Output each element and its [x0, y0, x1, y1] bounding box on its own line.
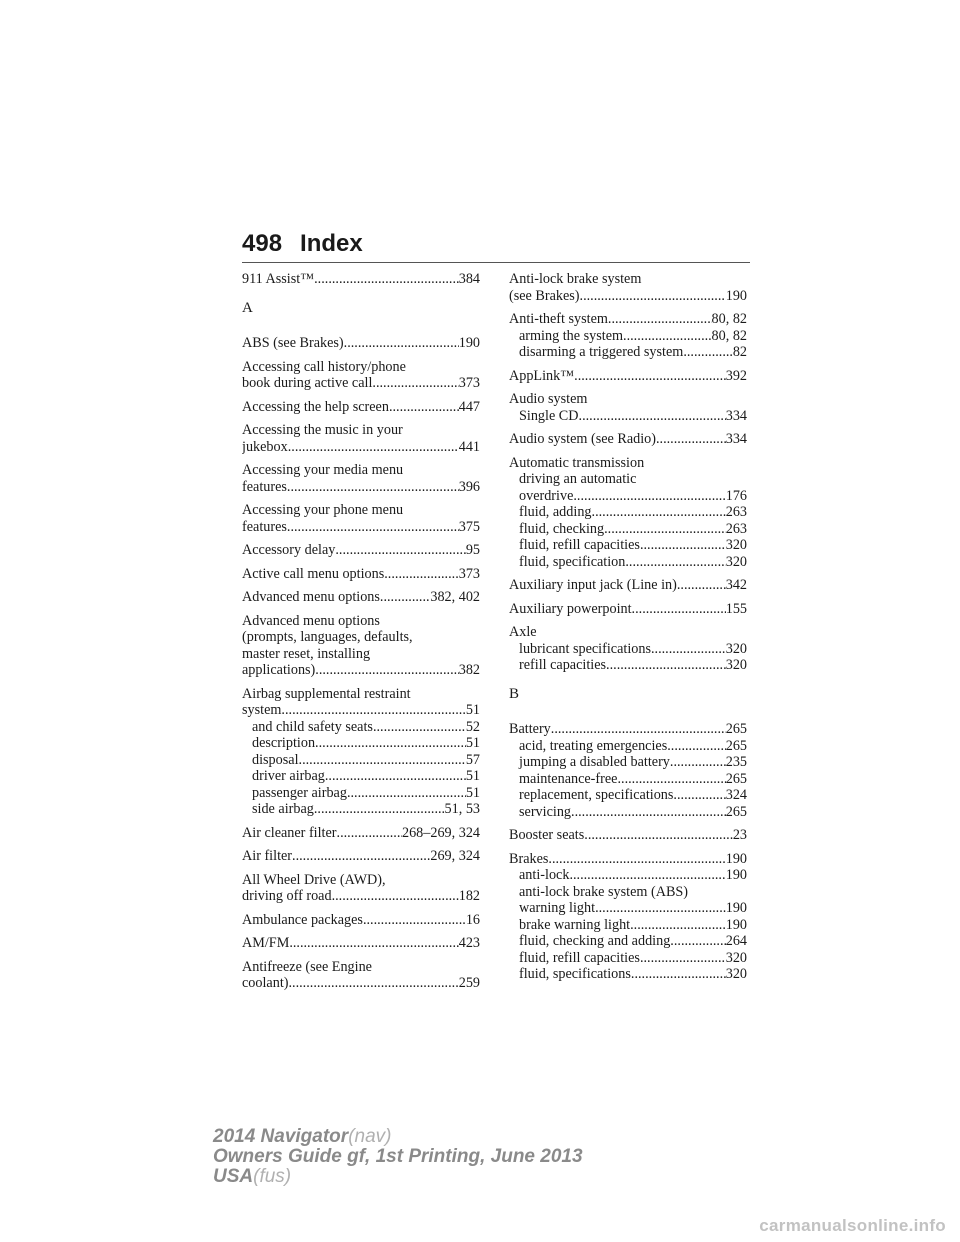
- dot-leader: [632, 601, 726, 618]
- index-term: replacement, specifications: [519, 787, 674, 803]
- footer-model-code: (nav): [348, 1126, 392, 1147]
- index-subentry: [242, 735, 480, 752]
- index-page-ref: 373: [458, 375, 480, 391]
- index-term: description: [252, 735, 316, 751]
- index-page-ref: 265: [725, 737, 747, 754]
- index-term: features: [242, 518, 287, 535]
- dot-leader: [315, 735, 466, 752]
- index-term: Air cleaner filter: [242, 824, 337, 841]
- index-term: Air filter: [242, 848, 293, 864]
- index-page-ref: 320: [725, 537, 747, 553]
- index-subentry: [509, 950, 747, 967]
- footer: [213, 1127, 583, 1187]
- index-entry-line: [242, 335, 480, 352]
- dot-leader: [548, 851, 725, 868]
- index-entry-line: [242, 646, 480, 663]
- dot-leader: [677, 577, 726, 594]
- index-term: Battery: [509, 721, 551, 737]
- index-term: Airbag supplemental restraint: [242, 685, 411, 702]
- index-term: Accessing the help screen: [242, 398, 389, 415]
- index-column-right: [509, 271, 747, 990]
- index-entry: [509, 431, 747, 448]
- index-page-ref: 259: [458, 975, 480, 991]
- index-entry-line: [242, 589, 480, 606]
- index-page-ref: 334: [725, 407, 747, 424]
- index-letter-heading: A: [242, 299, 253, 316]
- dot-leader: [332, 888, 459, 905]
- index-entry: [509, 577, 747, 594]
- index-term: and child safety seats: [252, 718, 373, 735]
- dot-leader: [335, 542, 465, 559]
- index-term: Active call menu options: [242, 565, 385, 582]
- dot-leader: [573, 488, 725, 505]
- index-term: disposal: [252, 751, 299, 768]
- index-entry-line: [242, 935, 480, 952]
- index-entry-line: [242, 629, 480, 646]
- index-term: refill capacities: [519, 657, 607, 673]
- index-entry-line: [242, 462, 480, 479]
- index-subentry: [509, 657, 747, 674]
- dot-leader: [608, 311, 712, 328]
- footer-guide: Owners Guide gf, 1st Printing, June 2013: [213, 1146, 583, 1167]
- index-page-ref: 441: [458, 438, 480, 455]
- index-term: fluid, checking: [519, 520, 605, 537]
- index-entry: [242, 912, 480, 929]
- index-entry: [242, 271, 480, 288]
- dot-leader: [670, 754, 726, 771]
- index-entry: [509, 624, 747, 674]
- index-entry-line: [509, 368, 747, 385]
- index-page-ref: 392: [725, 367, 747, 384]
- index-subentry: [509, 641, 747, 658]
- index-term: (see Brakes): [509, 287, 580, 304]
- dot-leader: [630, 917, 726, 934]
- index-entry: [242, 825, 480, 842]
- dot-leader: [617, 771, 725, 788]
- header-rule: [242, 262, 750, 263]
- index-subentry: [509, 787, 747, 804]
- index-entry: [509, 827, 747, 844]
- dot-leader: [347, 785, 466, 802]
- index-entry-line: [242, 375, 480, 392]
- index-term: AppLink™: [509, 367, 575, 384]
- index-page-ref: 80, 82: [711, 327, 747, 344]
- index-term: Accessing your phone menu: [242, 502, 404, 518]
- index-term: jukebox: [242, 438, 288, 455]
- index-entry: [509, 311, 747, 361]
- index-subentry: [509, 471, 747, 488]
- index-page-ref: 51, 53: [444, 801, 480, 817]
- dot-leader: [337, 825, 402, 842]
- index-entry-line: [242, 975, 480, 992]
- index-term: acid, treating emergencies: [519, 737, 668, 754]
- index-entry-line: [242, 613, 480, 630]
- index-term: All Wheel Drive (AWD),: [242, 871, 386, 888]
- index-page-ref: 190: [725, 916, 747, 933]
- dot-leader: [288, 975, 458, 992]
- index-subentry: [509, 933, 747, 950]
- index-entry: [242, 872, 480, 905]
- dot-leader: [373, 719, 466, 736]
- index-term: applications): [242, 662, 316, 678]
- index-term: ABS (see Brakes): [242, 335, 344, 351]
- index-term: disarming a triggered system: [519, 344, 684, 360]
- dot-leader: [580, 288, 726, 305]
- index-subentry: [509, 408, 747, 425]
- index-page-ref: 182: [458, 888, 480, 904]
- index-subentry: [509, 804, 747, 821]
- section-title: Index: [300, 230, 363, 257]
- dot-leader: [606, 657, 726, 674]
- index-term: fluid, refill capacities: [519, 949, 640, 966]
- index-term: jumping a disabled battery: [519, 754, 670, 770]
- index-column-left: [242, 271, 480, 999]
- index-entry-line: [509, 288, 747, 305]
- index-term: driving an automatic: [519, 471, 637, 487]
- index-page-ref: 176: [725, 487, 747, 504]
- dot-leader: [288, 439, 459, 456]
- index-subentry: [509, 554, 747, 571]
- index-term: fluid, specifications: [519, 966, 631, 982]
- index-page-ref: 320: [725, 949, 747, 966]
- index-entry-line: [509, 391, 747, 408]
- index-entry-line: [509, 271, 747, 288]
- index-entry-line: [509, 577, 747, 594]
- index-term: Anti-lock brake system: [509, 271, 642, 287]
- index-page-ref: 190: [458, 335, 480, 351]
- index-page-ref: 396: [458, 478, 480, 495]
- index-page-ref: 23: [732, 827, 747, 843]
- dot-leader: [551, 721, 726, 738]
- dot-leader: [314, 271, 459, 288]
- footer-region: USA: [213, 1166, 254, 1187]
- index-entry: [509, 601, 747, 618]
- index-term: driver airbag: [252, 768, 325, 784]
- dot-leader: [584, 827, 733, 844]
- index-term: Axle: [509, 624, 537, 640]
- index-letter-heading: B: [509, 685, 520, 702]
- index-entry: [242, 848, 480, 865]
- index-entry: [242, 686, 480, 818]
- dot-leader: [292, 848, 430, 865]
- index-subentry: [509, 504, 747, 521]
- index-term: Accessing your media menu: [242, 462, 404, 478]
- index-page-ref: 263: [725, 504, 747, 520]
- index-entry-line: [242, 912, 480, 929]
- index-term: side airbag: [252, 801, 314, 817]
- index-entry-line: [242, 848, 480, 865]
- index-entry-line: [509, 455, 747, 472]
- index-entry: [509, 721, 747, 820]
- dot-leader: [592, 504, 726, 521]
- index-entry-line: [242, 686, 480, 703]
- index-page-ref: 52: [465, 718, 480, 735]
- index-term: fluid, refill capacities: [519, 537, 640, 553]
- index-term: Auxiliary input jack (Line in): [509, 577, 677, 593]
- index-term: system: [242, 702, 282, 718]
- index-term: features: [242, 478, 287, 495]
- index-term: 911 Assist™: [242, 271, 315, 287]
- index-subentry: [509, 328, 747, 345]
- dot-leader: [344, 335, 459, 352]
- index-entry: [242, 566, 480, 583]
- index-page-ref: 342: [725, 577, 747, 593]
- index-term: Audio system: [509, 391, 588, 407]
- dot-leader: [604, 521, 726, 538]
- index-term: Audio system (see Radio): [509, 431, 656, 447]
- index-entry-line: [242, 662, 480, 679]
- dot-leader: [640, 537, 726, 554]
- index-entry: [242, 502, 480, 535]
- index-page-ref: 190: [725, 287, 747, 304]
- index-entry-line: [242, 479, 480, 496]
- index-term: driving off road: [242, 888, 332, 904]
- index-term: arming the system: [519, 327, 624, 344]
- index-subentry: [509, 900, 747, 917]
- index-subentry: [509, 521, 747, 538]
- index-page-ref: 235: [725, 754, 747, 770]
- index-entry-line: [242, 872, 480, 889]
- index-page-ref: 16: [465, 911, 480, 928]
- index-term: book during active call: [242, 375, 373, 391]
- dot-leader: [571, 804, 726, 821]
- index-page-ref: 265: [725, 770, 747, 787]
- index-subentry: [509, 537, 747, 554]
- index-subentry: [509, 738, 747, 755]
- index-entry-line: [509, 431, 747, 448]
- footer-guide-line: [213, 1147, 583, 1167]
- index-subentry: [509, 344, 747, 361]
- index-term: Ambulance packages: [242, 911, 363, 928]
- dot-leader: [651, 641, 726, 658]
- index-entry: [242, 589, 480, 606]
- index-entry-line: [509, 311, 747, 328]
- dot-leader: [287, 519, 459, 536]
- index-page-ref: 269, 324: [430, 848, 480, 864]
- footer-region-line: [213, 1167, 583, 1187]
- index-page-ref: 51: [465, 784, 480, 801]
- index-term: Anti-theft system: [509, 311, 608, 327]
- index-entry: [242, 335, 480, 352]
- index-subentry: [509, 917, 747, 934]
- dot-leader: [595, 900, 726, 917]
- index-term: fluid, specification: [519, 553, 626, 570]
- index-term: AM/FM: [242, 935, 290, 951]
- index-entry: [242, 613, 480, 679]
- index-term: Accessory delay: [242, 542, 336, 558]
- dot-leader: [673, 787, 725, 804]
- index-page-ref: 384: [458, 271, 480, 287]
- index-page-ref: 268–269, 324: [401, 824, 480, 841]
- index-page-ref: 190: [725, 867, 747, 883]
- index-page-ref: 190: [725, 900, 747, 916]
- index-term: Single CD: [519, 407, 579, 424]
- dot-leader: [325, 768, 466, 785]
- index-subentry: [509, 771, 747, 788]
- index-page-ref: 447: [458, 398, 480, 415]
- index-page-ref: 51: [465, 768, 480, 784]
- index-term: Advanced menu options: [242, 589, 380, 605]
- dot-leader: [670, 933, 725, 950]
- index-page-ref: 334: [725, 431, 747, 447]
- index-entry-line: [509, 721, 747, 738]
- watermark: carmanualsonline.info: [759, 1216, 946, 1235]
- index-entry: [509, 851, 747, 983]
- index-entry-line: [242, 888, 480, 905]
- index-subentry: [242, 752, 480, 769]
- index-entry-line: [242, 542, 480, 559]
- index-page-ref: 382, 402: [430, 589, 480, 605]
- index-page-ref: 265: [725, 803, 747, 820]
- dot-leader: [656, 431, 726, 448]
- index-term: Accessing the music in your: [242, 422, 403, 438]
- dot-leader: [315, 662, 458, 679]
- dot-leader: [281, 702, 465, 719]
- dot-leader: [384, 566, 458, 583]
- index-term: (prompts, languages, defaults,: [242, 629, 413, 645]
- index-term: master reset, installing: [242, 645, 371, 662]
- index-entry: [509, 271, 747, 304]
- index-page-ref: 324: [725, 787, 747, 803]
- index-subentry: [509, 884, 747, 901]
- index-page-ref: 80, 82: [711, 311, 747, 327]
- index-term: overdrive: [519, 487, 574, 504]
- index-term: Booster seats: [509, 827, 585, 843]
- page-number: 498: [242, 230, 283, 257]
- index-page-ref: 320: [725, 553, 747, 570]
- index-subentry: [242, 801, 480, 818]
- index-page-ref: 382: [458, 662, 480, 678]
- dot-leader: [569, 867, 725, 884]
- index-term: passenger airbag: [252, 784, 347, 801]
- index-entry: [509, 455, 747, 571]
- dot-leader: [640, 950, 726, 967]
- index-entry-line: [509, 624, 747, 641]
- index-term: anti-lock: [519, 867, 570, 883]
- index-page-ref: 320: [725, 657, 747, 673]
- index-entry-line: [509, 601, 747, 618]
- footer-model: 2014 Navigator: [213, 1126, 349, 1147]
- index-entry-line: [242, 422, 480, 439]
- dot-leader: [683, 344, 733, 361]
- footer-model-line: [213, 1127, 583, 1147]
- dot-leader: [623, 328, 712, 345]
- index-entry: [242, 542, 480, 559]
- dot-leader: [287, 479, 459, 496]
- index-page-ref: 190: [725, 850, 747, 867]
- index-entry-line: [242, 566, 480, 583]
- dot-leader: [574, 368, 726, 385]
- index-page-ref: 265: [725, 721, 747, 737]
- index-entry: [242, 359, 480, 392]
- index-entry: [509, 391, 747, 424]
- index-subentry: [242, 768, 480, 785]
- index-subentry: [509, 966, 747, 983]
- index-entry-line: [242, 959, 480, 976]
- index-term: maintenance-free: [519, 770, 618, 787]
- dot-leader: [625, 554, 725, 571]
- index-page-ref: 320: [725, 640, 747, 657]
- dot-leader: [372, 375, 458, 392]
- index-entry: [242, 399, 480, 416]
- index-entry: [242, 462, 480, 495]
- index-term: Antifreeze (see Engine: [242, 958, 372, 975]
- index-entry-line: [242, 519, 480, 536]
- index-page-ref: 51: [465, 735, 480, 751]
- index-page-ref: 423: [458, 935, 480, 951]
- index-subentry: [509, 754, 747, 771]
- index-term: Brakes: [509, 850, 549, 867]
- index-page-ref: 320: [725, 966, 747, 982]
- index-page-ref: 57: [465, 751, 480, 768]
- index-page-ref: 375: [458, 518, 480, 535]
- index-entry: [242, 935, 480, 952]
- index-entry-line: [242, 359, 480, 376]
- index-entry: [509, 368, 747, 385]
- index-entry: [242, 959, 480, 992]
- index-entry-line: [242, 702, 480, 719]
- index-term: coolant): [242, 975, 289, 991]
- index-page-ref: 82: [732, 344, 747, 360]
- index-entry-line: [242, 825, 480, 842]
- index-entry-line: [242, 502, 480, 519]
- index-term: Advanced menu options: [242, 612, 380, 629]
- index-subentry: [242, 719, 480, 736]
- dot-leader: [363, 912, 466, 929]
- index-term: servicing: [519, 803, 572, 820]
- index-term: fluid, checking and adding: [519, 933, 671, 949]
- index-entry-line: [509, 827, 747, 844]
- page-header: [242, 230, 748, 258]
- index-term: warning light: [519, 900, 596, 916]
- index-entry: [242, 422, 480, 455]
- index-term: anti-lock brake system (ABS): [519, 883, 689, 900]
- dot-leader: [289, 935, 458, 952]
- index-page-ref: 373: [458, 565, 480, 582]
- index-term: lubricant specifications: [519, 640, 651, 657]
- dot-leader: [380, 589, 430, 606]
- index-entry-line: [242, 399, 480, 416]
- index-term: Accessing call history/phone: [242, 358, 406, 375]
- index-entry-line: [509, 851, 747, 868]
- index-entry-line: [242, 271, 480, 288]
- footer-region-code: (fus): [253, 1166, 292, 1187]
- dot-leader: [579, 408, 726, 425]
- index-subentry: [242, 785, 480, 802]
- index-term: Auxiliary powerpoint: [509, 600, 632, 617]
- index-subentry: [509, 488, 747, 505]
- dot-leader: [389, 399, 459, 416]
- dot-leader: [314, 801, 445, 818]
- index-subentry: [509, 867, 747, 884]
- index-page-ref: 95: [465, 542, 480, 558]
- index-term: brake warning light: [519, 916, 631, 933]
- index-page-ref: 263: [725, 520, 747, 537]
- index-term: Automatic transmission: [509, 454, 645, 471]
- dot-leader: [631, 966, 726, 983]
- index-page-ref: 155: [725, 600, 747, 617]
- index-page-ref: 264: [725, 933, 747, 949]
- dot-leader: [667, 738, 725, 755]
- dot-leader: [299, 752, 466, 769]
- index-term: fluid, adding: [519, 504, 592, 520]
- index-page-ref: 51: [465, 702, 480, 718]
- index-entry-line: [242, 439, 480, 456]
